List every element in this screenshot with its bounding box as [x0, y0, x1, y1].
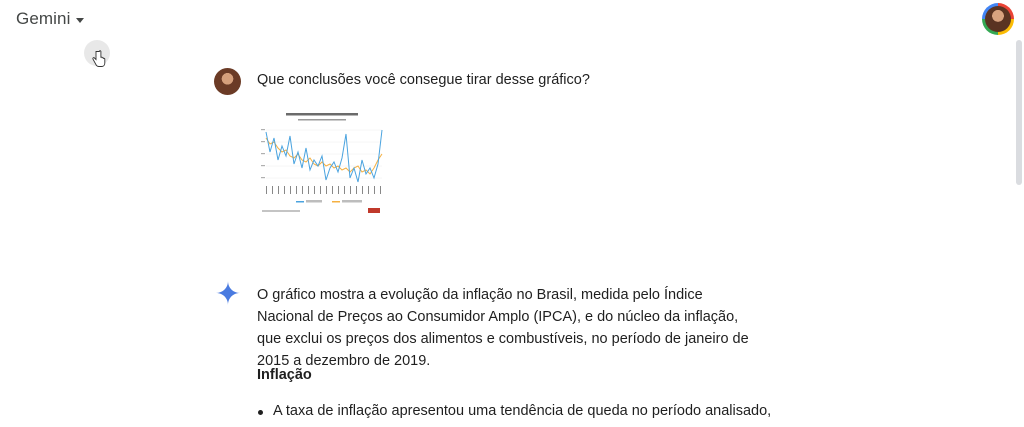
- avatar-photo: [985, 6, 1011, 32]
- legend-core-swatch: [332, 201, 340, 203]
- gemini-sparkle-icon: [215, 280, 241, 306]
- app-title: Gemini: [16, 9, 71, 28]
- hand-cursor-icon: [92, 50, 106, 68]
- user-avatar: [214, 68, 241, 95]
- chart-subtitle-mark: [298, 119, 346, 121]
- attached-chart-image[interactable]: [258, 108, 386, 218]
- chart-title-mark: [286, 113, 358, 116]
- legend-ipca-swatch: [296, 201, 304, 203]
- source-note-mark: [262, 210, 300, 212]
- top-bar: [0, 0, 1024, 40]
- response-paragraph: O gráfico mostra a evolução da inflação no Brasil, medida pelo Índice Nacional de Preços ao Consumidor Amplo (IPCA), e do núcleo da inflação, que exclui os preços dos alimentos e combustíveis, no período de janeiro de 2015 a dezembro de 2019.: [257, 287, 749, 369]
- response-bullet: A taxa de inflação apresentou uma tendência de queda no período analisado,: [273, 403, 772, 419]
- chart-thumbnail: [258, 108, 386, 218]
- publisher-logo: [368, 208, 380, 213]
- scrollbar-thumb[interactable]: [1016, 40, 1022, 185]
- user-prompt: Que conclusões você consegue tirar desse gráfico?: [257, 72, 590, 88]
- account-avatar[interactable]: [982, 3, 1014, 35]
- model-switcher[interactable]: [16, 9, 84, 29]
- bullet-marker: [258, 410, 263, 415]
- response-section-heading: Inflação: [257, 367, 312, 383]
- caret-down-icon: [76, 18, 84, 23]
